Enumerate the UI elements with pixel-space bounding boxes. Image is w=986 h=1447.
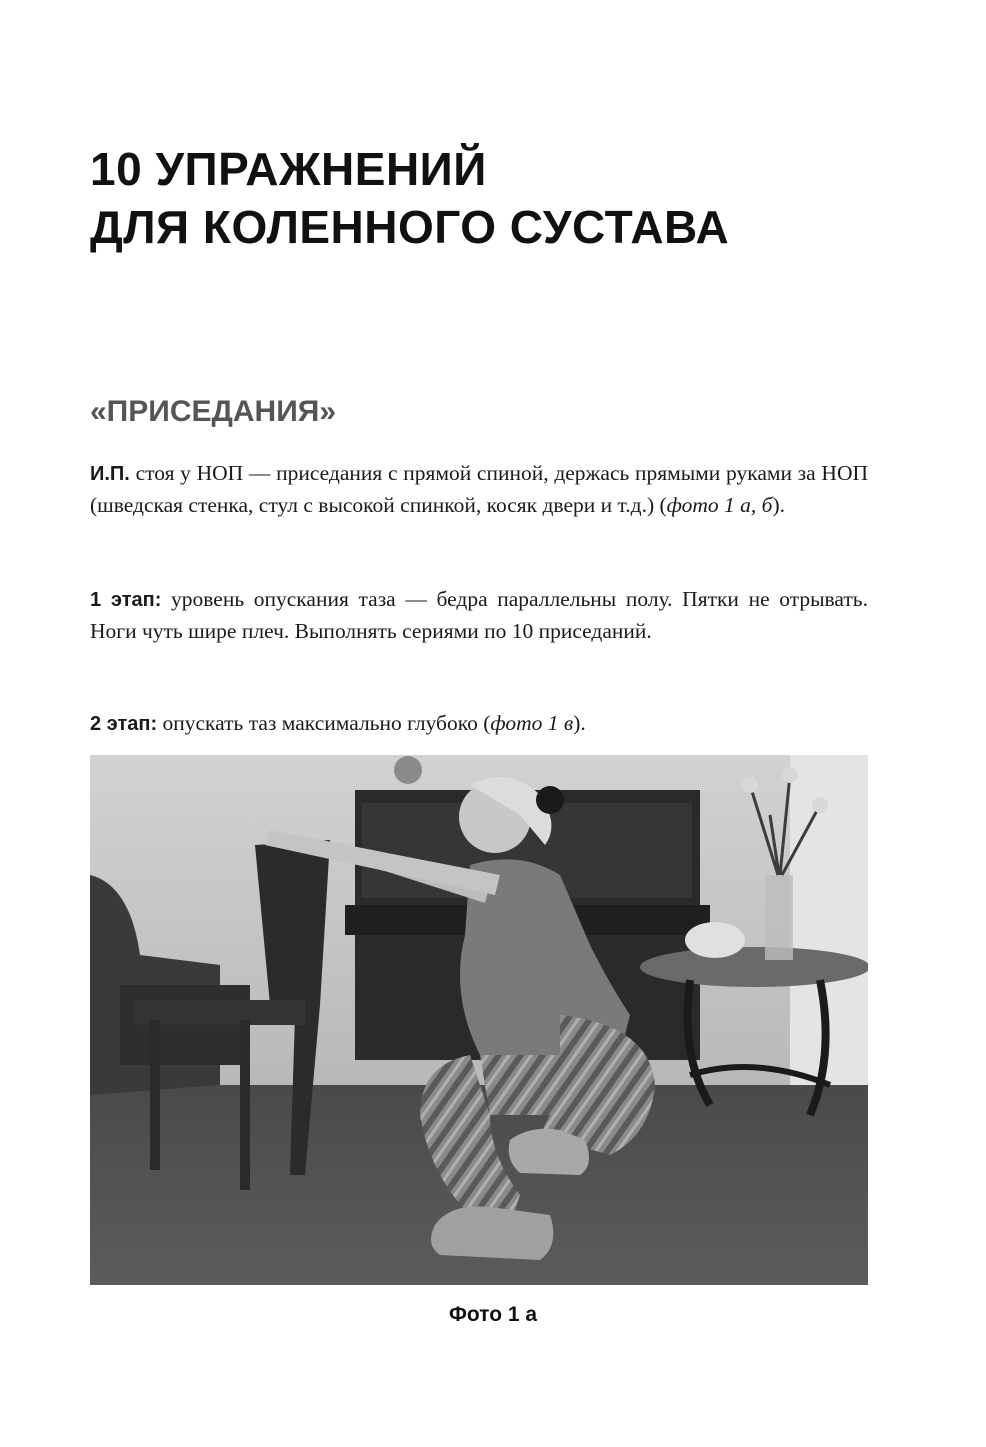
paragraph-stage-2: [90, 708, 868, 740]
squat-photo-illustration: [90, 755, 868, 1285]
chapter-title: [90, 140, 890, 256]
exercise-photo: [90, 755, 868, 1285]
paragraph-end: ).: [573, 711, 586, 735]
paragraph-starting-position: [90, 458, 868, 521]
chapter-title-line-1: 10 УПРАЖНЕНИЙ: [90, 143, 487, 195]
side-table: [640, 947, 868, 987]
paragraph-label: 1 этап:: [90, 589, 162, 611]
paragraph-text: уровень опускания таза — бедра параллельны полу. Пятки не отрывать. Ноги чуть шире плеч. Выполнять сериями по 10 приседаний.: [90, 587, 868, 643]
sneaker-left: [431, 1206, 553, 1260]
teapot: [685, 922, 745, 958]
photo-reference: фото 1 в: [490, 711, 574, 735]
chapter-title-line-2: ДЛЯ КОЛЕННОГО СУСТАВА: [90, 201, 730, 253]
paragraph-end: ).: [772, 493, 786, 517]
paragraph-text: опускать таз максимально глубоко (: [157, 711, 491, 735]
paragraph-text: стоя у НОП — приседания с прямой спиной, держась прямыми руками за НОП (шведская стенка, стул с высокой спинкой, косяк двери и т.д.) (: [90, 461, 868, 517]
paragraph-label: И.П.: [90, 463, 130, 485]
flower-vase: [765, 875, 793, 960]
paragraph-stage-1: [90, 584, 868, 647]
photo-reference: фото 1 а, б: [666, 493, 773, 517]
paragraph-label: 2 этап:: [90, 713, 158, 735]
section-title: «ПРИСЕДАНИЯ»: [90, 395, 337, 428]
photo-caption: Фото 1 а: [448, 1303, 538, 1326]
